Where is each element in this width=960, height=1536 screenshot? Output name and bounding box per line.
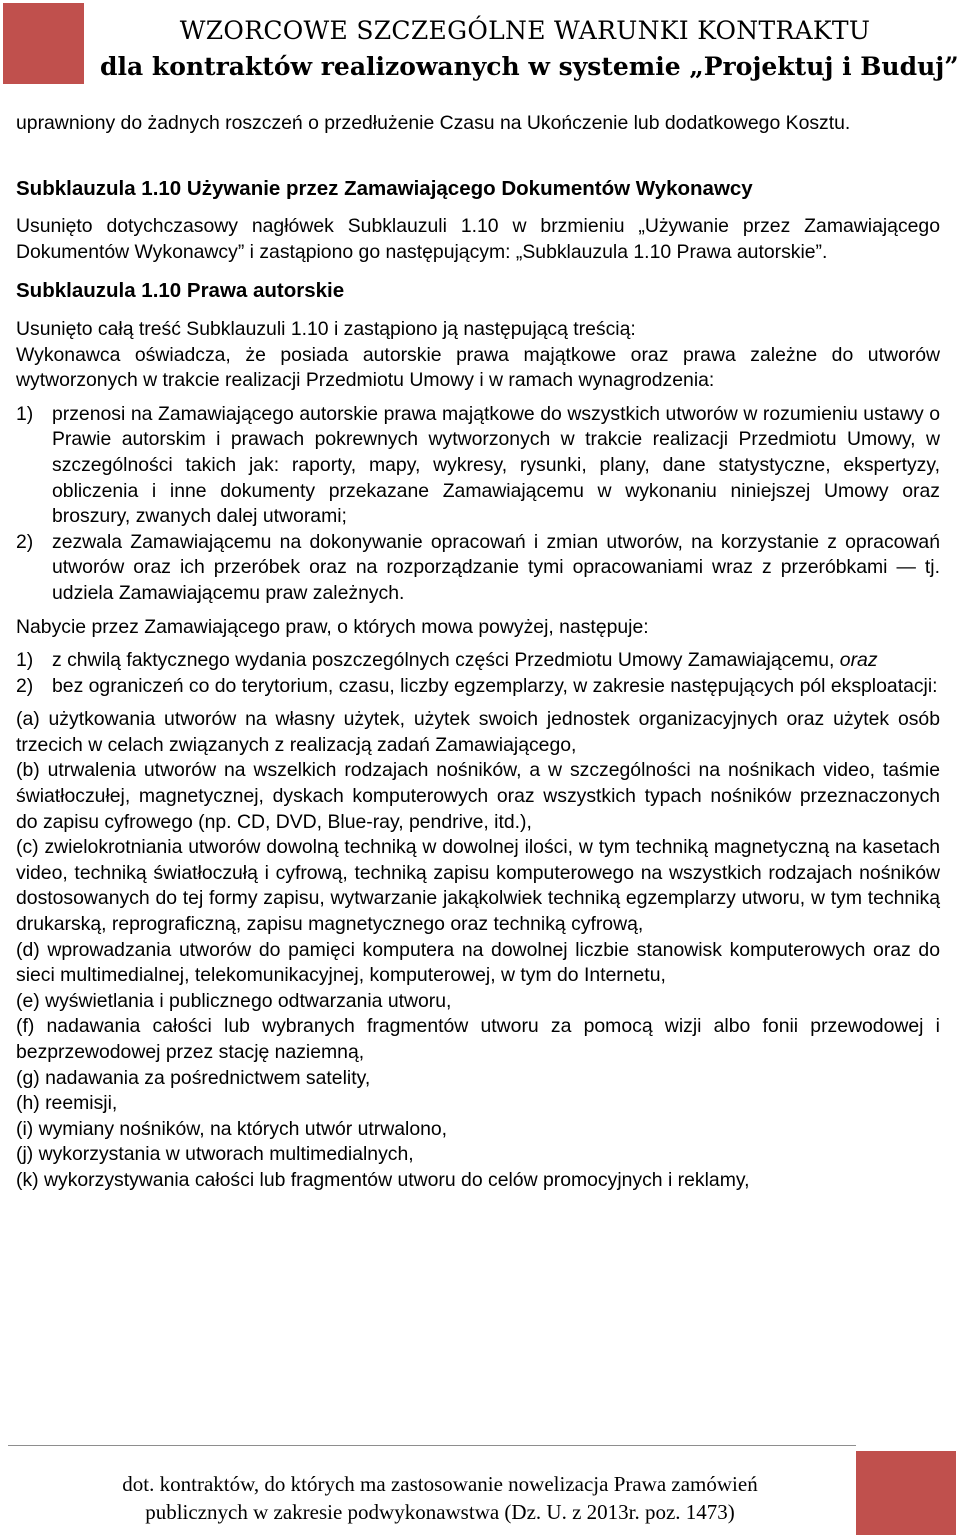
- section-heading: Subklauzula 1.10 Używanie przez Zamawiającego Dokumentów Wykonawcy: [16, 176, 753, 200]
- field-item: (f) nadawania całości lub wybranych fragmentów utworu za pomocą wizji albo fonii przewodowej i bezprzewodowej przez stację naziemną,: [16, 1015, 940, 1063]
- declaration-paragraph: Wykonawca oświadcza, że posiada autorskie prawa majątkowe oraz prawa zależne do utworów wytworzonych w trakcie realizacji Przedmiotu Umowy i w ramach wynagrodzenia:: [16, 343, 940, 392]
- field-item: (b) utrwalenia utworów na wszelkich rodzajach nośników, a w szczególności na nośnikach video, taśmie światłoczułej, magnetycznej, dyskach komputerowych oraz wszystkich typach nośników przeznaczonych do zapisu cyfrowego (np. CD, DVD, Blue-ray, pendrive, itd.),: [16, 759, 940, 833]
- footer-note: [24, 1470, 856, 1526]
- exploitation-fields-list: [16, 707, 940, 1193]
- field-item: (e) wyświetlania i publicznego odtwarzania utworu,: [16, 989, 452, 1012]
- removed-header-note: Usunięto dotychczasowy nagłówek Subklauzuli 1.10 w brzmieniu „Używanie przez Zamawiającego Dokumentów Wykonawcy” i zastąpiono go następującym: „Subklauzula 1.10 Prawa autorskie”.: [16, 215, 940, 263]
- footer-line-1: dot. kontraktów, do których ma zastosowanie nowelizacja Prawa zamówień: [122, 1472, 758, 1496]
- header-title: WZORCOWE SZCZEGÓLNE WARUNKI KONTRAKTU: [179, 16, 871, 45]
- list-item: 2) zezwala Zamawiającemu na dokonywanie opracowań i zmian utworów, na korzystanie z opracowań utworów oraz ich przeróbek oraz na rozporządzanie tymi opracowaniami wraz z przeróbkami — tj. udziela Zamawiającemu praw zależnych.: [16, 530, 940, 604]
- list-item: 2) bez ograniczeń co do terytorium, czasu, liczby egzemplarzy, w zakresie następujących pól eksploatacji:: [16, 674, 938, 697]
- footer-divider: [8, 1445, 856, 1446]
- document-body: [16, 111, 940, 1194]
- field-item: (h) reemisji,: [16, 1092, 118, 1115]
- field-item: (a) użytkowania utworów na własny użytek, użytek swoich jednostek organizacyjnych oraz użytek osób trzecich w celach związanych z realizacją zadań Zamawiającego,: [16, 708, 940, 756]
- field-item: (j) wykorzystania w utworach multimedialnych,: [16, 1143, 414, 1166]
- field-item: (i) wymiany nośników, na których utwór utrwalono,: [16, 1117, 448, 1140]
- removed-content-note: Usunięto całą treść Subklauzuli 1.10 i zastąpiono ją następującą treścią:: [16, 317, 636, 340]
- field-item: (d) wprowadzania utworów do pamięci komputera na dowolnej liczbie stanowisk komputerowych oraz do sieci multimedialnej, telekomunikacyjnej, komputerowej, w tym do Internetu,: [16, 938, 940, 987]
- header-subtitle: dla kontraktów realizowanych w systemie „Projektuj i Buduj”: [100, 52, 959, 81]
- footer-accent-square: [856, 1451, 956, 1535]
- field-item: (g) nadawania za pośrednictwem satelity,: [16, 1066, 371, 1089]
- list-item: 1) przenosi na Zamawiającego autorskie prawa majątkowe do wszystkich utworów w rozumieniu ustawy o Prawie autorskim i prawach pokrewnych wytworzonych w trakcie realizacji Przedmiotu Umowy, w szczególności takich jak: raporty, mapy, wykresy, rysunki, plany, dane statystyczne, ekspertyzy, obliczenia i inne dokumenty przekazane Zamawiającemu w wykonaniu niniejszej Umowy oraz broszury, zwanych dalej utworami;: [16, 402, 940, 528]
- field-item: (k) wykorzystywania całości lub fragmentów utworu do celów promocyjnych i reklamy,: [16, 1168, 750, 1191]
- acquisition-paragraph: Nabycie przez Zamawiającego praw, o których mowa powyżej, następuje:: [16, 615, 649, 638]
- header-accent-square: [3, 3, 84, 84]
- footer-line-2: publicznych w zakresie podwykonawstwa (Dz. U. z 2013r. poz. 1473): [145, 1500, 735, 1524]
- list-item: 1) z chwilą faktycznego wydania poszczególnych części Przedmiotu Umowy Zamawiającemu, oraz: [16, 649, 878, 672]
- intro-paragraph: uprawniony do żadnych roszczeń o przedłużenie Czasu na Ukończenie lub dodatkowego Kosztu.: [16, 112, 851, 134]
- subsection-heading: Subklauzula 1.10 Prawa autorskie: [16, 279, 345, 303]
- field-item: (c) zwielokrotniania utworów dowolną techniką w dowolnej ilości, w tym techniką magnetyczną na kasetach video, techniką światłoczułą i cyfrową, techniką zapisu komputerowego na wszystkich rodzajach nośników dostosowanych do tej formy zapisu, wytwarzanie jakąkolwiek techniką egzemplarzy utworu, w tym techniką drukarską, reprograficzną, zapisu magnetycznego oraz techniką cyfrową,: [16, 836, 940, 936]
